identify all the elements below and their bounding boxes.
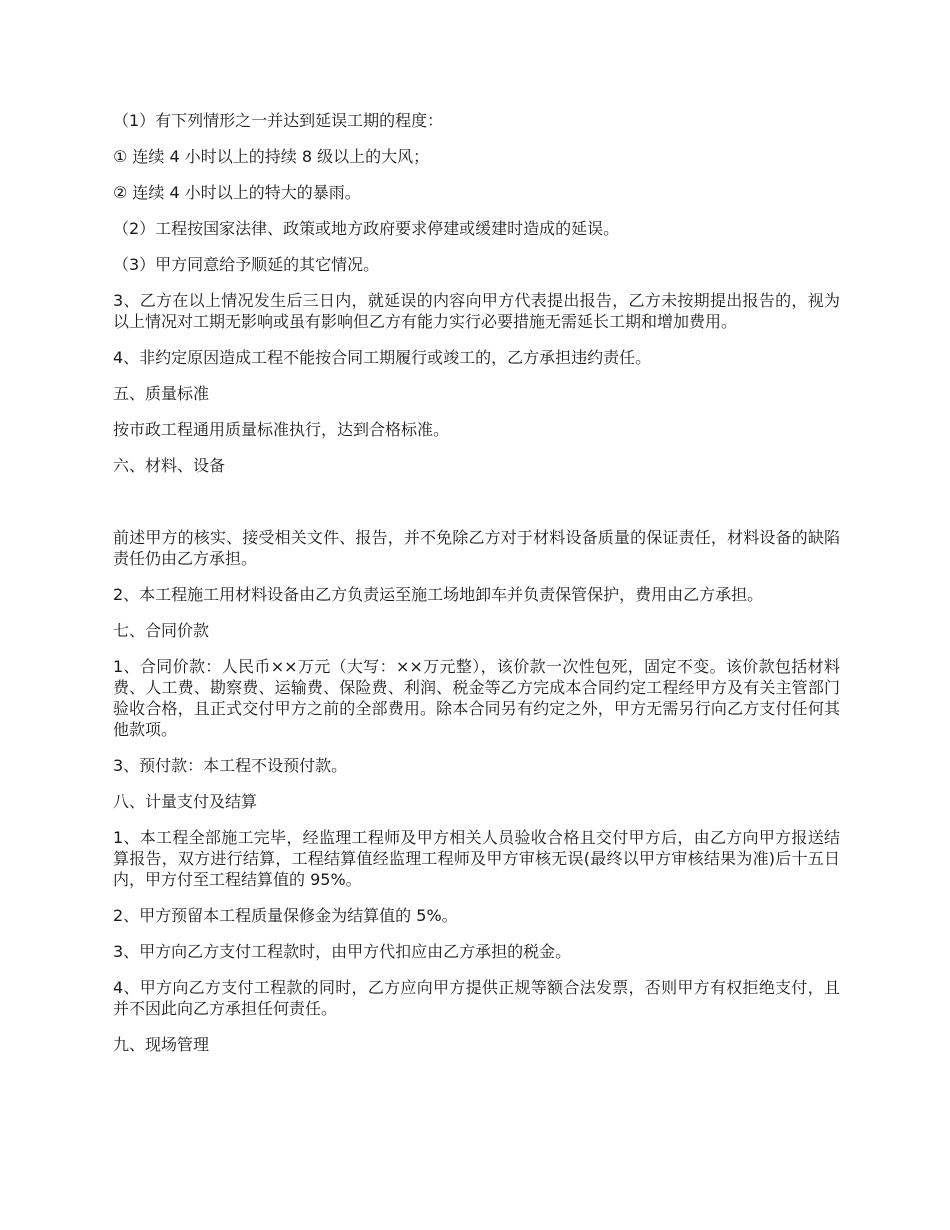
document-body [113,110,840,1070]
blank-gap [113,491,840,527]
paragraph-delay-conditions: （1）有下列情形之一并达到延误工期的程度： [113,111,444,130]
paragraph-policy-delay: （2）工程按国家法律、政策或地方政府要求停建或缓建时造成的延误。 [113,219,620,238]
paragraph-rain: ② 连续 4 小时以上的特大的暴雨。 [113,183,361,202]
paragraph-contract-price: 1、合同价款：人民币××万元（大写：××万元整），该价款一次性包死，固定不变。该价款包括材料费、人工费、勘察费、运输费、保险费、利润、税金等乙方完成本合同约定工程经甲方及有关主管部门验收合格，且正式交付甲方之前的全部费用。除本合同另有约定之外，甲方无需另行向乙方支付任何其他款项。 [113,657,840,739]
paragraph-invoice: 4、甲方向乙方支付工程款的同时，乙方应向甲方提供正规等额合法发票，否则甲方有权拒绝支付，且并不因此向乙方承担任何责任。 [113,978,840,1018]
paragraph-other-extension: （3）甲方同意给予顺延的其它情况。 [113,255,380,274]
paragraph-material-transport: 2、本工程施工用材料设备由乙方负责运至施工场地卸车并负责保管保护，费用由乙方承担。 [113,585,764,604]
paragraph-quality-standard: 按市政工程通用质量标准执行，达到合格标准。 [113,420,450,439]
section-heading-quality: 五、质量标准 [113,384,210,403]
paragraph-advance-payment: 3、预付款：本工程不设预付款。 [113,756,348,775]
section-heading-contract-price: 七、合同价款 [113,621,210,640]
paragraph-retention: 2、甲方预留本工程质量保修金为结算值的 5%。 [113,906,458,925]
paragraph-delay-report: 3、乙方在以上情况发生后三日内，就延误的内容向甲方代表提出报告，乙方未按期提出报告的，视为以上情况对工期无影响或虽有影响但乙方有能力实行必要措施无需延长工期和增加费用。 [113,291,840,331]
paragraph-material-liability: 前述甲方的核实、接受相关文件、报告，并不免除乙方对于材料设备质量的保证责任，材料设备的缺陷责任仍由乙方承担。 [113,528,840,568]
section-heading-materials: 六、材料、设备 [113,456,226,475]
section-heading-site-management: 九、现场管理 [113,1035,210,1054]
section-heading-settlement: 八、计量支付及结算 [113,792,258,811]
paragraph-settlement: 1、本工程全部施工完毕，经监理工程师及甲方相关人员验收合格且交付甲方后，由乙方向甲方报送结算报告，双方进行结算，工程结算值经监理工程师及甲方审核无误(最终以甲方审核结果为准)后十五日内，甲方付至工程结算值的 95%。 [113,828,840,889]
paragraph-tax: 3、甲方向乙方支付工程款时，由甲方代扣应由乙方承担的税金。 [113,942,572,961]
paragraph-wind: ① 连续 4 小时以上的持续 8 级以上的大风； [113,147,430,166]
paragraph-breach: 4、非约定原因造成工程不能按合同工期履行或竣工的，乙方承担违约责任。 [113,348,652,367]
